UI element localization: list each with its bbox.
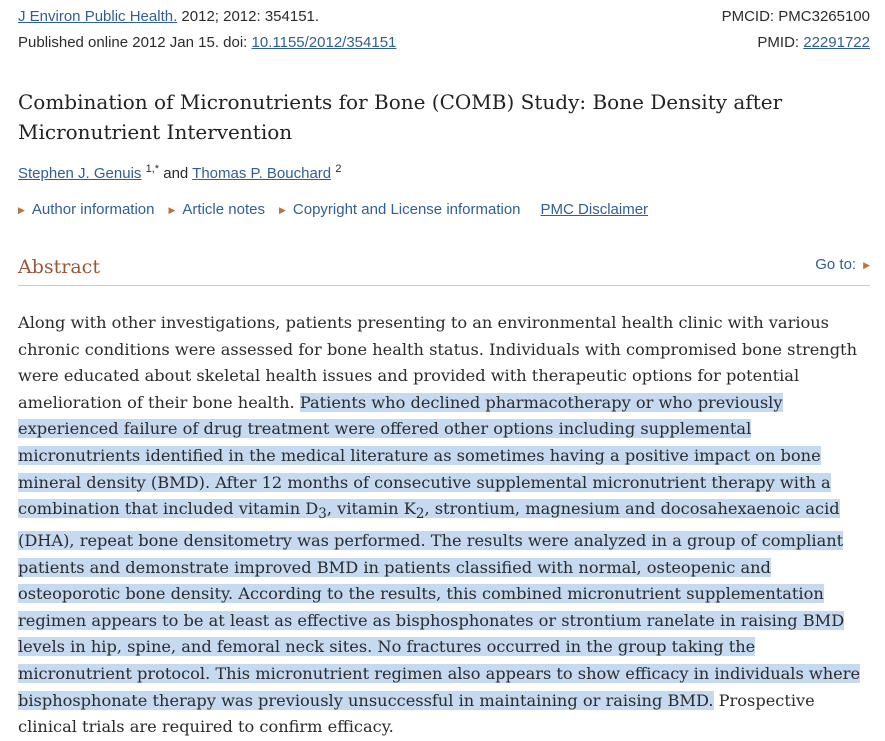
- triangle-right-icon: ▶: [18, 205, 25, 215]
- author-affiliation-marker[interactable]: 1,*: [145, 163, 160, 175]
- abstract-text-intro: Along with other investigations, patients presenting to an environmental health clinic with various chronic conditions were assessed for bone health status. Individuals with compromised bone strength were educated about skeletal health issues and provided with therapeutic options for potential amelioration of their bone health.: [18, 313, 857, 412]
- citation-journal: [18, 7, 319, 27]
- subscript-3: 3: [318, 506, 327, 523]
- triangle-right-icon: ▶: [863, 260, 870, 270]
- article-title: Combination of Micronutrients for Bone (COMB) Study: Bone Density after Micronutrient Intervention: [18, 90, 783, 144]
- copyright-toggle[interactable]: [279, 199, 521, 221]
- article-notes-label: Article notes: [182, 201, 265, 218]
- triangle-right-icon: ▶: [168, 205, 176, 215]
- pmid-link[interactable]: 22291722: [803, 34, 870, 51]
- abstract-text-conclusion: Prospective clinical trials are required to confirm efficacy.: [18, 690, 815, 737]
- journal-link[interactable]: J Environ Public Health.: [18, 8, 178, 25]
- abstract-text-highlight-2: , vitamin K: [326, 499, 416, 519]
- author-joiner: and: [159, 165, 193, 182]
- pmid: [757, 33, 870, 53]
- article-info-links: [18, 199, 648, 221]
- author-affiliation-marker[interactable]: 2: [335, 163, 342, 175]
- pmc-disclaimer-link[interactable]: PMC Disclaimer: [540, 201, 649, 218]
- pmid-label: PMID:: [757, 34, 804, 51]
- highlighted-selection: [18, 393, 860, 710]
- section-title: Abstract: [18, 256, 100, 278]
- pmcid-value: PMC3265100: [778, 8, 870, 25]
- goto-menu[interactable]: [815, 253, 870, 277]
- published-prefix: Published online 2012 Jan 15. doi:: [18, 34, 252, 51]
- abstract-text-highlight-3: , strontium, magnesium and docosahexaenoic acid (DHA), repeat bone densitometry was performed. The results were analyzed in a group of compliant patients and demonstrate improved BMD in patients classified with normal, osteopenic and osteoporotic bone density. According to the results, this combined micronutrient supplementation regimen appears to be at least as effective as bisphosphonates or strontium ranelate in raising BMD levels in hip, spine, and femoral neck sites. No fractures occurred in the group taking the micronutrient protocol. This micronutrient regimen also appears to show efficacy in individuals where bisphosphonate therapy was previously unsuccessful in maintaining or raising BMD.: [18, 499, 861, 710]
- triangle-right-icon: ▶: [278, 205, 286, 215]
- abstract-section-header: [18, 253, 870, 286]
- author-link-bouchard[interactable]: Thomas P. Bouchard: [192, 165, 332, 182]
- copyright-label: Copyright and License information: [292, 201, 521, 218]
- published-row: [18, 33, 870, 53]
- abstract-text-highlight-1: Patients who declined pharmacotherapy or who previously experienced failure of drug treatment were offered other options including supplemental micronutrients identified in the medical literature as sometimes having a positive impact on bone mineral density (BMD). After 12 months of consecutive supplemental micronutrient therapy with a combination that included vitamin D: [18, 392, 831, 519]
- doi-link[interactable]: 10.1155/2012/354151: [251, 34, 397, 51]
- author-information-label: Author information: [31, 201, 155, 218]
- subscript-2: 2: [415, 506, 425, 523]
- pmcid: [722, 7, 870, 27]
- pmcid-label: PMCID:: [721, 8, 779, 25]
- citation-row: [18, 7, 870, 27]
- author-list: [18, 158, 341, 185]
- published-info: [18, 33, 396, 53]
- goto-label: Go to:: [815, 256, 857, 273]
- citation-year-volume: 2012; 2012: 354151.: [177, 8, 320, 25]
- article-notes-toggle[interactable]: [169, 199, 265, 221]
- author-link-genuis[interactable]: Stephen J. Genuis: [18, 165, 142, 182]
- author-information-toggle[interactable]: [18, 199, 155, 221]
- abstract-paragraph: [18, 310, 870, 741]
